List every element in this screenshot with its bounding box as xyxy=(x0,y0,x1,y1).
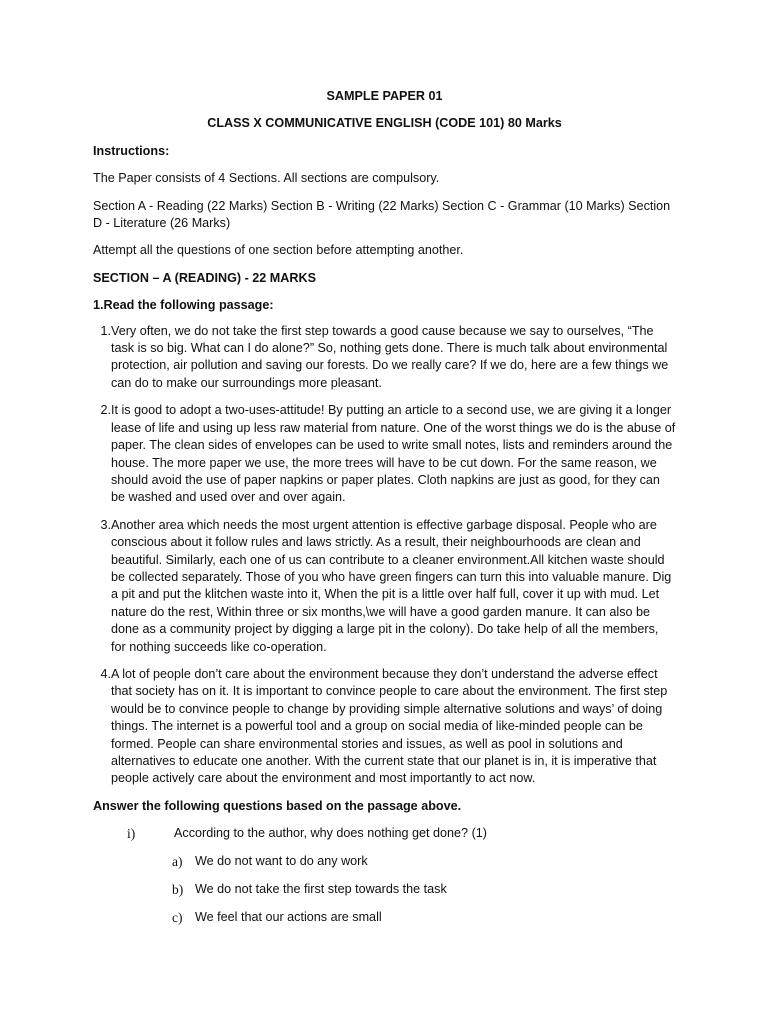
paper-title: SAMPLE PAPER 01 xyxy=(326,89,443,103)
option-text: We do not want to do any work xyxy=(195,854,368,869)
option-label: b) xyxy=(172,882,184,898)
paragraph-text: It is good to adopt a two-uses-attitude! By putting an article to a second use, we are giving it a longer lease of life and using up less raw material from nature. One of the worst things we do is the abuse of paper. The clean sides of envelopes can be used to write small notes, lists and reminders around the house. The more paper we use, the more trees will have to be cut down. For the same reason, we should avoid the use of paper napkins or paper plates. Cloth napkins are just as good, for they can be washed and used over and over again. xyxy=(111,403,676,505)
option-text: We do not take the first step towards the task xyxy=(195,882,447,897)
paragraph-number: 3. xyxy=(100,517,111,532)
answer-option xyxy=(172,881,676,898)
section-heading: SECTION – A (READING) - 22 MARKS xyxy=(93,270,316,285)
question-item xyxy=(93,825,676,842)
passage-paragraph xyxy=(93,402,676,506)
answer-options xyxy=(93,853,676,926)
paragraph-number: 1. xyxy=(100,323,111,338)
paragraph-text: Another area which needs the most urgent attention is effective garbage disposal. People who are conscious about it follow rules and laws strictly. As a result, their neighbourhoods are clean and beautiful. Similarly, each one of us can contribute to a cleaner environment.All kitchen waste should be collected separately. Those of you who have green fingers can turn this into valuable manure. Dig a pit and put the klitchen waste into it, When the pit is a little over half full, cover it up with mud. Let nature do the rest, Within three or six months,\we will have a good garden manure. It can also be done as a community project by digging a large pit in the colony). Do take help of all the members, for nothing succeeds like co-operation. xyxy=(111,517,672,654)
option-text: We feel that our actions are small xyxy=(195,910,382,925)
paragraph-text: A lot of people don’t care about the environment because they don’t understand the adverse effect that society has on it. It is important to convince people to care about the environment. The first step would be to convince people to change by providing simple alternative solutions and ways’ of doing things. The internet is a powerful tool and a group on social media of like-minded people can be formed. People can share environmental stories and issues, as well as pool in solutions and alternatives to educate one another. With the current state that our planet is in, it is imperative that people actively care about the environment and most importantly to act now. xyxy=(111,666,668,786)
question-text: According to the author, why does nothing get done? (1) xyxy=(174,826,487,841)
instruction-line: The Paper consists of 4 Sections. All sections are compulsory. xyxy=(93,171,440,186)
paragraph-number: 4. xyxy=(100,666,111,681)
question-number: i) xyxy=(127,826,136,842)
answer-option xyxy=(172,853,676,870)
passage-paragraph xyxy=(93,323,676,393)
answer-option xyxy=(172,909,676,926)
paragraph-number: 2. xyxy=(100,403,111,418)
paper-subtitle: CLASS X COMMUNICATIVE ENGLISH (CODE 101) 80 Marks xyxy=(207,116,562,131)
passage-paragraph xyxy=(93,666,676,788)
instructions-heading: Instructions: xyxy=(93,143,170,158)
passage-list xyxy=(93,323,676,788)
questions-heading: Answer the following questions based on the passage above. xyxy=(93,798,462,813)
option-label: a) xyxy=(172,854,183,870)
paragraph-text: Very often, we do not take the first step towards a good cause because we say to ourselves, “The task is so big. What can I do alone?” So, nothing gets done. There is much talk about environmental protection, air pollution and saving our forests. Do we really care? If we do, here are a few things we can do to make our surroundings more pleasant. xyxy=(111,323,669,390)
instruction-line: Attempt all the questions of one section before attempting another. xyxy=(93,243,464,258)
option-label: c) xyxy=(172,910,183,926)
passage-paragraph xyxy=(93,517,676,656)
question-intro: 1.Read the following passage: xyxy=(93,298,274,313)
instruction-line: Section A - Reading (22 Marks) Section B - Writing (22 Marks) Section C - Grammar (10 Marks) Section D - Literature (26 Marks) xyxy=(93,198,671,231)
